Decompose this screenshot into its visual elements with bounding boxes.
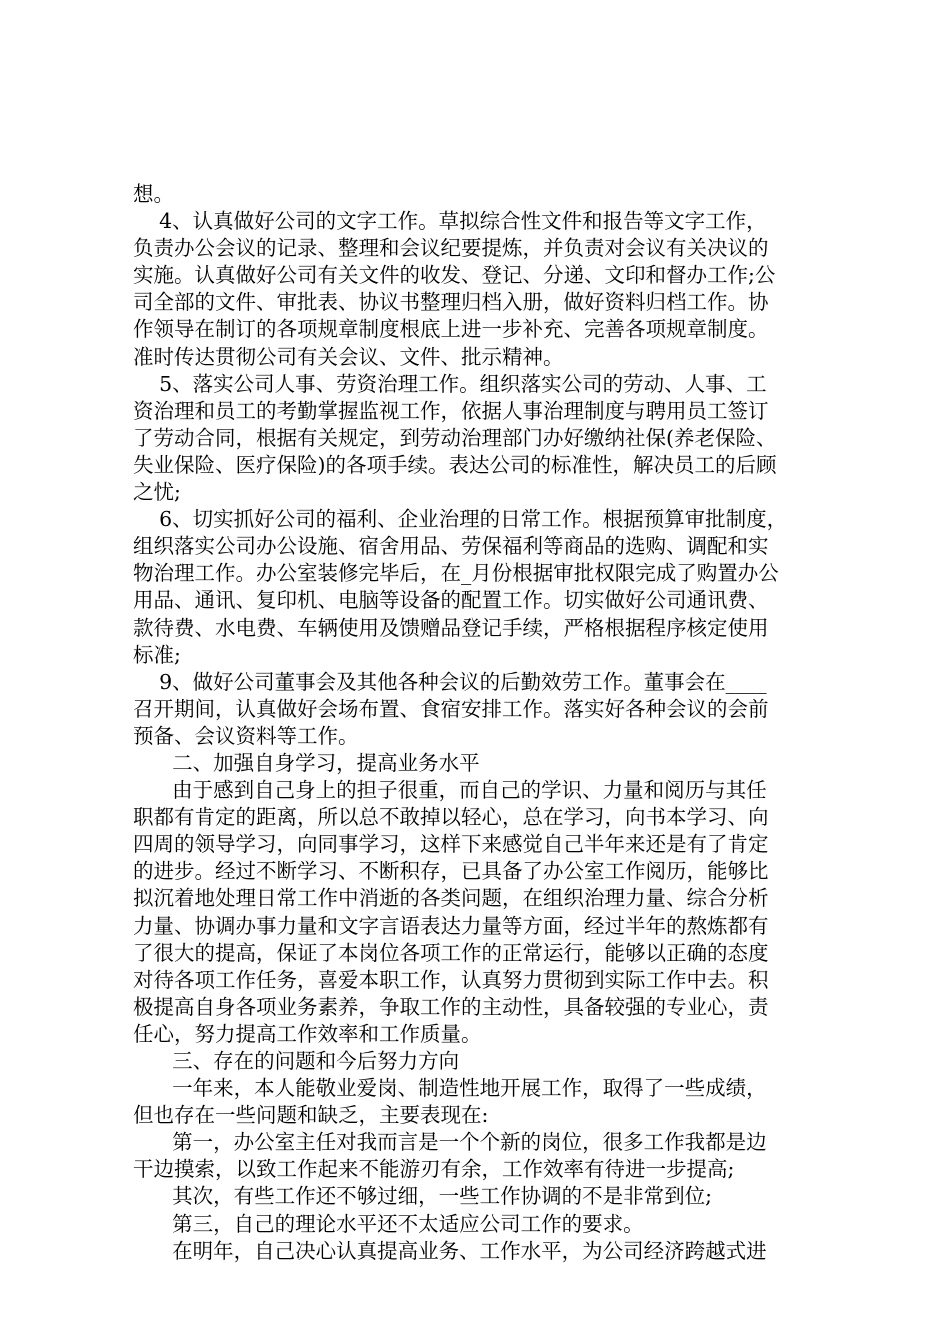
text-line: 负责办公会议的记录、整理和会议纪要提炼，并负责对会议有关决议的	[133, 236, 769, 261]
text-line: 款待费、水电费、车辆使用及馈赠品登记手续，严格根据程序核定使用	[133, 615, 769, 640]
text-line: 但也存在一些问题和缺乏，主要表现在:	[133, 1103, 489, 1128]
text-line: 拟沉着地处理日常工作中消逝的各类问题，在组织治理力量、综合分析	[133, 886, 769, 911]
text-line: 准时传达贯彻公司有关会议、文件、批示精神。	[133, 344, 564, 369]
text-line: 极提高自身各项业务素养，争取工作的主动性，具备较强的专业心，责	[133, 994, 769, 1019]
text-line: 的进步。经过不断学习、不断积存，已具备了办公室工作阅历，能够比	[133, 859, 769, 884]
text-line: 召开期间，认真做好会场布置、食宿安排工作。落实好各种会议的会前	[133, 696, 769, 721]
text-line: 4、认真做好公司的文字工作。草拟综合性文件和报告等文字工作，	[133, 209, 767, 234]
text-line: 资治理和员工的考勤掌握监视工作，依据人事治理制度与聘用员工签订	[133, 398, 769, 423]
text-line: 司全部的文件、审批表、协议书整理归档入册，做好资料归档工作。协	[133, 290, 769, 315]
text-line: 用品、通讯、复印机、电脑等设备的配置工作。切实做好公司通讯费、	[133, 588, 769, 613]
text-line: 预备、会议资料等工作。	[133, 723, 359, 748]
text-line: 二、加强自身学习，提高业务水平	[133, 750, 480, 775]
text-line: 标准;	[133, 642, 181, 667]
text-line: 一年来，本人能敬业爱岗、制造性地开展工作，取得了一些成绩，	[133, 1076, 767, 1101]
text-line: 对待各项工作任务，喜爱本职工作，认真努力贯彻到实际工作中去。积	[133, 967, 769, 992]
text-line: 任心，努力提高工作效率和工作质量。	[133, 1021, 482, 1046]
text-line: 由于感到自己身上的担子很重，而自己的学识、力量和阅历与其任	[133, 778, 767, 803]
text-line: 四周的领导学习，向同事学习，这样下来感觉自己半年来还是有了肯定	[133, 832, 769, 857]
text-line: 在明年，自己决心认真提高业务、工作水平，为公司经济跨越式进	[133, 1238, 767, 1263]
document-body	[133, 181, 833, 1265]
text-line: 作领导在制订的各项规章制度根底上进一步补充、完善各项规章制度。	[133, 317, 769, 342]
text-line: 9、做好公司董事会及其他各种会议的后勤效劳工作。董事会在____	[133, 669, 767, 694]
text-line: 之忧;	[133, 480, 181, 505]
text-line: 实施。认真做好公司有关文件的收发、登记、分递、文印和督办工作;公	[133, 263, 776, 288]
text-line: 三、存在的问题和今后努力方向	[133, 1049, 460, 1073]
text-line: 组织落实公司办公设施、宿舍用品、劳保福利等商品的选购、调配和实	[133, 534, 769, 559]
text-line: 干边摸索，以致工作起来不能游刃有余，工作效率有待进一步提高;	[133, 1157, 735, 1182]
text-line: 职都有肯定的距离，所以总不敢掉以轻心，总在学习，向书本学习、向	[133, 805, 769, 830]
text-line: 物治理工作。办公室装修完毕后，在_月份根据审批权限完成了购置办公	[133, 561, 779, 586]
text-line: 第三，自己的理论水平还不太适应公司工作的要求。	[133, 1211, 644, 1236]
text-line: 第一，办公室主任对我而言是一个个新的岗位，很多工作我都是边	[133, 1130, 767, 1155]
text-line: 了劳动合同，根据有关规定，到劳动治理部门办好缴纳社保(养老保险、	[133, 425, 777, 450]
text-line: 了很大的提高，保证了本岗位各项工作的正常运行，能够以正确的态度	[133, 940, 769, 965]
text-line: 想。	[133, 182, 174, 206]
text-line: 力量、协调办事力量和文字言语表达力量等方面，经过半年的熬炼都有	[133, 913, 769, 938]
text-line: 6、切实抓好公司的福利、企业治理的日常工作。根据预算审批制度，	[133, 507, 788, 532]
text-line: 失业保险、医疗保险)的各项手续。表达公司的标准性，解决员工的后顾	[133, 452, 777, 477]
text-line: 其次，有些工作还不够过细，一些工作协调的不是非常到位;	[133, 1184, 713, 1209]
text-line: 5、落实公司人事、劳资治理工作。组织落实公司的劳动、人事、工	[133, 371, 767, 396]
